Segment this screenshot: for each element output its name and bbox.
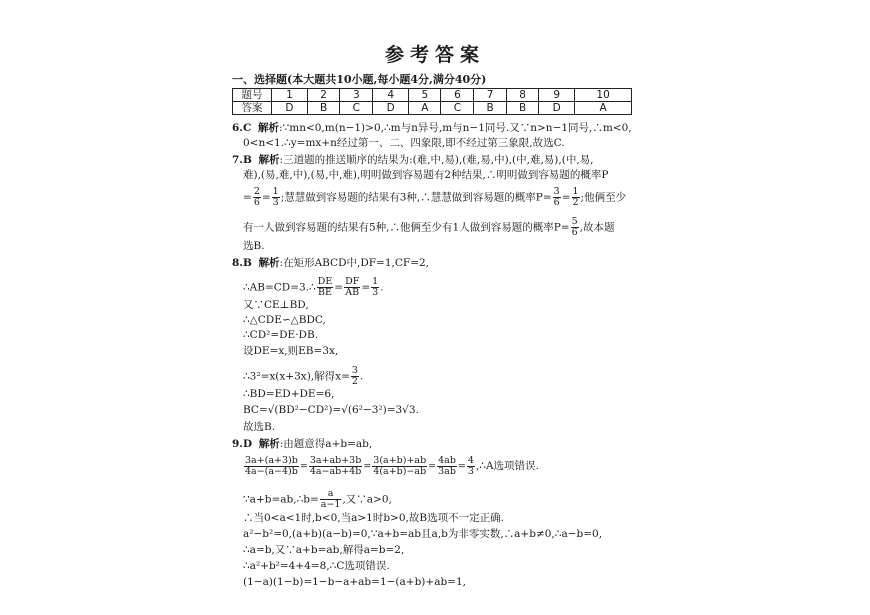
q7-line-4	[243, 217, 614, 238]
frac-num: DE	[317, 276, 333, 287]
q6-line-1	[232, 122, 632, 135]
frac-den: 4(a+b)−ab	[373, 466, 427, 477]
q9-l3-b: ,又∵a>0,	[342, 493, 392, 506]
frac-num: 2	[253, 186, 260, 197]
fraction	[253, 187, 261, 208]
fraction	[344, 277, 360, 298]
q9-line-8: (1−a)(1−b)=1−b−a+ab=1−(a+b)+ab=1,	[243, 576, 467, 588]
q8-text: :在矩形ABCD中,DF=1,CF=2,	[279, 257, 430, 269]
q9-line-5: a²−b²=0,(a+b)(a−b)=0,∵a+b=ab且a,b为非零实数,∴a+b≠0,∴a−b=0,	[243, 528, 603, 540]
q8-line-8: ∴BD=ED+DE=6,	[243, 388, 335, 400]
q7-l3-d: =	[561, 191, 571, 204]
frac-den: 3	[372, 287, 379, 298]
frac-num: DF	[345, 276, 360, 287]
fraction	[372, 456, 427, 477]
q6-number: 6.C	[232, 122, 252, 134]
equals: =	[428, 461, 437, 472]
answer-cell: D	[373, 102, 409, 115]
frac-num: 4ab	[438, 455, 456, 466]
q8-l2-d: .	[380, 281, 384, 294]
q8-l7-a: ∴3²=x(x+3x),解得x=	[243, 370, 350, 383]
frac-num: 5	[571, 216, 578, 227]
q9-l3-a: ∵a+b=ab,∴b=	[243, 493, 319, 506]
question-number: 9	[539, 89, 575, 102]
frac-den: a−1	[320, 499, 341, 510]
q7-l3-a: =	[243, 191, 252, 204]
question-number-row	[233, 89, 632, 102]
page-title: 参考答案	[384, 44, 485, 66]
q9-text: :由题意得a+b=ab,	[279, 438, 373, 450]
q8-line-5: ∴CD²=DE·DB.	[243, 329, 319, 341]
q8-l2-b: =	[334, 281, 344, 294]
q7-line-3	[243, 187, 626, 208]
equals: =	[363, 461, 372, 472]
fraction	[272, 187, 280, 208]
question-number: 6	[441, 89, 474, 102]
q9-l2-end: ,∴A选项错误.	[475, 460, 539, 472]
q7-l3-c: ;慧慧做到容易题的结果有3种,∴慧慧做到容易题的概率P=	[280, 191, 552, 204]
q7-number: 7.B	[232, 154, 252, 166]
row-label-question: 题号	[233, 89, 272, 102]
fraction	[553, 187, 561, 208]
frac-den: 3ab	[438, 466, 456, 477]
q7-line-1	[232, 154, 594, 167]
frac-den: BE	[318, 287, 332, 298]
fraction	[437, 456, 457, 477]
q7-l4-a: 有一人做到容易题的结果有5种,∴他俩至少有1人做到容易题的概率P=	[243, 221, 570, 234]
q8-line-3: 又∵CE⊥BD,	[243, 299, 309, 311]
frac-num: 3	[351, 365, 358, 376]
answer-cell: A	[575, 102, 632, 115]
q7-line-2: 难),(易,难,中),(易,中,难),明明做到容易题有2种结果,∴明明做到容易题的概率P	[243, 169, 609, 181]
fraction	[572, 187, 580, 208]
q6-line-2: 0<n<1.∴y=mx+n经过第一、二、四象限,即不经过第三象限,故选C.	[243, 137, 565, 149]
q7-text: :三道题的推送顺序的结果为:(难,中,易),(难,易,中),(中,难,易),(中,易,	[279, 154, 594, 166]
q8-line-2	[243, 277, 384, 298]
fraction	[571, 217, 579, 238]
frac-den: 6	[553, 197, 560, 208]
q9-line-1	[232, 438, 372, 451]
q8-line-4: ∴△CDE∽△BDC,	[243, 314, 326, 326]
q7-label: 解析	[258, 154, 280, 166]
fraction	[467, 456, 475, 477]
answer-row	[233, 102, 632, 115]
answer-cell: A	[409, 102, 441, 115]
question-number: 8	[506, 89, 538, 102]
q8-l2-a: ∴AB=CD=3.∴	[243, 281, 316, 294]
question-number: 7	[474, 89, 506, 102]
answer-table	[232, 88, 632, 115]
question-number: 1	[272, 89, 308, 102]
answer-cell: B	[474, 102, 506, 115]
frac-den: 3	[467, 466, 474, 477]
answer-cell: B	[307, 102, 339, 115]
q8-l7-b: .	[359, 370, 364, 383]
frac-num: a	[320, 489, 342, 500]
frac-den: 3	[272, 197, 279, 208]
q9-line-4: ∴当0<a<1时,b<0,当a>1时b>0,故B选项不一定正确.	[243, 512, 504, 524]
frac-num: 3	[553, 186, 560, 197]
question-number: 4	[373, 89, 409, 102]
q8-line-10: 故选B.	[243, 421, 276, 433]
answer-cell: D	[539, 102, 575, 115]
frac-num: 1	[272, 186, 279, 197]
frac-den: 4a−(a−4)b	[245, 466, 298, 477]
q7-l4-b: ,故本题	[579, 221, 615, 234]
question-number: 10	[575, 89, 632, 102]
frac-num: 4	[467, 455, 474, 466]
fraction	[317, 277, 334, 298]
answer-cell: B	[506, 102, 538, 115]
frac-num: 3(a+b)+ab	[373, 455, 427, 466]
q9-line-2	[243, 456, 539, 477]
answer-cell: C	[340, 102, 373, 115]
q7-line-5: 选B.	[243, 240, 265, 252]
fraction	[371, 277, 379, 298]
fraction	[244, 456, 299, 477]
q9-label: 解析	[258, 438, 280, 450]
equals: =	[457, 461, 466, 472]
frac-num: 1	[372, 276, 379, 287]
frac-den: 2	[572, 197, 579, 208]
q8-line-6: 设DE=x,则EB=3x,	[243, 345, 339, 357]
q9-line-3	[243, 489, 392, 510]
answer-cell: D	[272, 102, 308, 115]
frac-den: 4a−ab+4b	[309, 466, 362, 477]
q8-line-7	[243, 366, 363, 387]
q9-line-6: ∴a=b,又∵a+b=ab,解得a=b=2,	[243, 544, 405, 556]
frac-den: AB	[345, 287, 360, 298]
q7-l3-e: ;他俩至少	[580, 191, 627, 204]
question-number: 5	[409, 89, 441, 102]
q6-label: 解析	[258, 122, 280, 134]
frac-num: 1	[572, 186, 579, 197]
q8-line-1	[232, 257, 429, 270]
fraction	[309, 456, 363, 477]
q6-text: :∵mn<0,m(n−1)>0,∴m与n异号,m与n−1同号.又∵n>n−1同号,∴m<0,	[279, 122, 632, 134]
q7-l3-b: =	[261, 191, 271, 204]
frac-den: 6	[571, 227, 578, 238]
fraction	[351, 366, 359, 387]
fraction	[320, 489, 342, 510]
q8-label: 解析	[258, 257, 280, 269]
q9-number: 9.D	[232, 438, 253, 450]
q9-line-7: ∴a²+b²=4+4=8,∴C选项错误.	[243, 560, 390, 572]
answer-cell: C	[441, 102, 474, 115]
q8-number: 8.B	[232, 257, 252, 269]
frac-den: 2	[351, 376, 358, 387]
row-label-answer: 答案	[233, 102, 272, 115]
q8-line-9: BC=√(BD²−CD²)=√(6²−3²)=3√3.	[243, 404, 419, 416]
q8-l2-c: =	[361, 281, 371, 294]
section-heading: 一、选择题(本大题共10小题,每小题4分,满分40分)	[232, 73, 487, 86]
equals: =	[299, 461, 308, 472]
question-number: 3	[340, 89, 373, 102]
frac-num: 3a+(a+3)b	[245, 455, 298, 466]
question-number: 2	[307, 89, 339, 102]
frac-num: 3a+ab+3b	[309, 455, 362, 466]
frac-den: 6	[253, 197, 260, 208]
